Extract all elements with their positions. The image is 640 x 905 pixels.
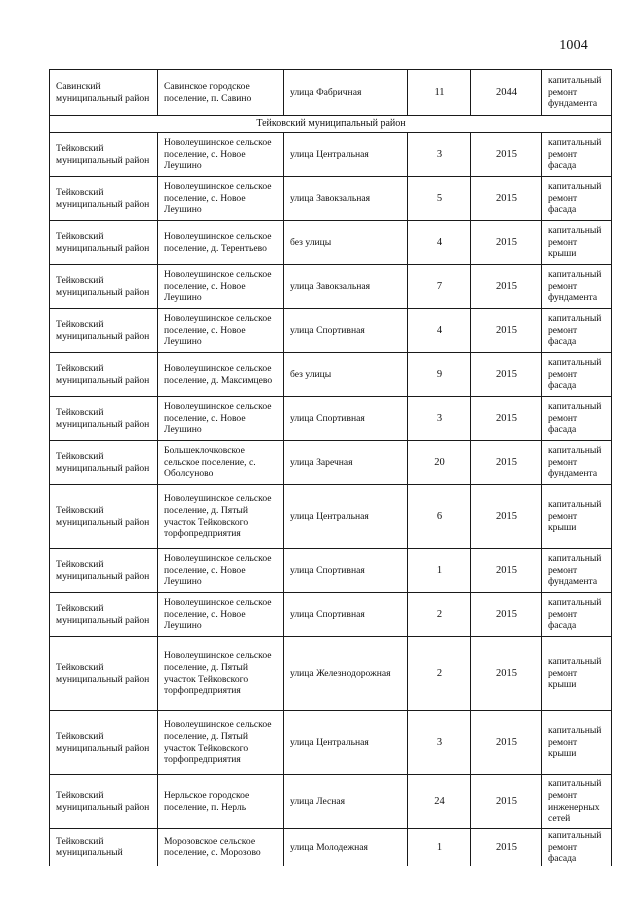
street-cell: улица Центральная	[284, 133, 408, 177]
settlement-cell: Новолеушинское сельское поселение, д. Пятый участок Тейковского торфопредприятия	[158, 485, 284, 549]
year-cell: 2015	[471, 221, 542, 265]
house-number-cell: 6	[408, 485, 471, 549]
table-row	[50, 265, 612, 309]
house-number-cell: 24	[408, 775, 471, 829]
street-cell: улица Железнодорожная	[284, 637, 408, 711]
table-row	[50, 829, 612, 866]
page-number: 1004	[559, 38, 588, 53]
street-cell: без улицы	[284, 353, 408, 397]
district-cell: Тейковский муниципальный район	[50, 177, 158, 221]
settlement-cell: Новолеушинское сельское поселение, д. Максимцево	[158, 353, 284, 397]
district-cell: Тейковский муниципальный район	[50, 353, 158, 397]
work-type-cell: капитальный ремонт фундамента	[542, 441, 612, 485]
work-type-cell: капитальный ремонт фасада	[542, 133, 612, 177]
year-cell: 2015	[471, 829, 542, 866]
district-cell: Тейковский муниципальный район	[50, 265, 158, 309]
street-cell: улица Спортивная	[284, 593, 408, 637]
table-row	[50, 177, 612, 221]
street-cell: улица Спортивная	[284, 397, 408, 441]
work-type-cell: капитальный ремонт фасада	[542, 177, 612, 221]
year-cell: 2015	[471, 265, 542, 309]
year-cell: 2044	[471, 70, 542, 116]
housing-repair-table	[49, 69, 612, 866]
table-row	[50, 637, 612, 711]
street-cell: улица Центральная	[284, 711, 408, 775]
table-row	[50, 711, 612, 775]
work-type-cell: капитальный ремонт фундамента	[542, 70, 612, 116]
year-cell: 2015	[471, 353, 542, 397]
table-row	[50, 485, 612, 549]
work-type-cell: капитальный ремонт инженерных сетей	[542, 775, 612, 829]
table-row	[50, 593, 612, 637]
district-cell: Тейковский муниципальный район	[50, 549, 158, 593]
house-number-cell: 20	[408, 441, 471, 485]
district-cell: Тейковский муниципальный район	[50, 221, 158, 265]
settlement-cell: Новолеушинское сельское поселение, с. Новое Леушино	[158, 133, 284, 177]
year-cell: 2015	[471, 637, 542, 711]
district-cell: Тейковский муниципальный район	[50, 397, 158, 441]
district-cell: Тейковский муниципальный район	[50, 593, 158, 637]
settlement-cell: Савинское городское поселение, п. Савино	[158, 70, 284, 116]
street-cell: улица Центральная	[284, 485, 408, 549]
settlement-cell: Новолеушинское сельское поселение, д. Пятый участок Тейковского торфопредприятия	[158, 711, 284, 775]
year-cell: 2015	[471, 593, 542, 637]
settlement-cell: Новолеушинское сельское поселение, с. Новое Леушино	[158, 549, 284, 593]
street-cell: без улицы	[284, 221, 408, 265]
work-type-cell: капитальный ремонт фасада	[542, 593, 612, 637]
settlement-cell: Большеклочковское сельское поселение, с. Оболсуново	[158, 441, 284, 485]
year-cell: 2015	[471, 549, 542, 593]
house-number-cell: 9	[408, 353, 471, 397]
table-row	[50, 133, 612, 177]
work-type-cell: капитальный ремонт фасада	[542, 309, 612, 353]
year-cell: 2015	[471, 711, 542, 775]
table-row	[50, 397, 612, 441]
house-number-cell: 3	[408, 397, 471, 441]
settlement-cell: Новолеушинское сельское поселение, д. Терентьево	[158, 221, 284, 265]
district-cell: Тейковский муниципальный район	[50, 775, 158, 829]
settlement-cell: Новолеушинское сельское поселение, с. Новое Леушино	[158, 309, 284, 353]
house-number-cell: 2	[408, 593, 471, 637]
district-cell: Тейковский муниципальный район	[50, 441, 158, 485]
district-cell: Тейковский муниципальный район	[50, 133, 158, 177]
settlement-cell: Новолеушинское сельское поселение, с. Новое Леушино	[158, 593, 284, 637]
house-number-cell: 2	[408, 637, 471, 711]
street-cell: улица Спортивная	[284, 549, 408, 593]
street-cell: улица Лесная	[284, 775, 408, 829]
street-cell: улица Молодежная	[284, 829, 408, 866]
table-row	[50, 353, 612, 397]
year-cell: 2015	[471, 177, 542, 221]
district-cell: Тейковский муниципальный район	[50, 711, 158, 775]
section-header-row	[50, 116, 612, 133]
house-number-cell: 3	[408, 711, 471, 775]
table-row	[50, 221, 612, 265]
street-cell: улица Фабричная	[284, 70, 408, 116]
house-number-cell: 1	[408, 829, 471, 866]
house-number-cell: 11	[408, 70, 471, 116]
work-type-cell: капитальный ремонт крыши	[542, 637, 612, 711]
house-number-cell: 4	[408, 309, 471, 353]
house-number-cell: 5	[408, 177, 471, 221]
section-title: Тейковский муниципальный район	[50, 116, 612, 133]
house-number-cell: 7	[408, 265, 471, 309]
work-type-cell: капитальный ремонт фундамента	[542, 549, 612, 593]
settlement-cell: Новолеушинское сельское поселение, д. Пятый участок Тейковского торфопредприятия	[158, 637, 284, 711]
table-row	[50, 70, 612, 116]
street-cell: улица Завокзальная	[284, 265, 408, 309]
district-cell: Савинский муниципальный район	[50, 70, 158, 116]
year-cell: 2015	[471, 397, 542, 441]
settlement-cell: Новолеушинское сельское поселение, с. Новое Леушино	[158, 397, 284, 441]
street-cell: улица Завокзальная	[284, 177, 408, 221]
work-type-cell: капитальный ремонт фасада	[542, 353, 612, 397]
house-number-cell: 3	[408, 133, 471, 177]
year-cell: 2015	[471, 775, 542, 829]
year-cell: 2015	[471, 441, 542, 485]
street-cell: улица Заречная	[284, 441, 408, 485]
year-cell: 2015	[471, 485, 542, 549]
settlement-cell: Новолеушинское сельское поселение, с. Новое Леушино	[158, 177, 284, 221]
district-cell: Тейковский муниципальный район	[50, 637, 158, 711]
work-type-cell: капитальный ремонт фасада	[542, 829, 612, 866]
settlement-cell: Морозовское сельское поселение, с. Морозово	[158, 829, 284, 866]
table-row	[50, 775, 612, 829]
work-type-cell: капитальный ремонт фасада	[542, 397, 612, 441]
work-type-cell: капитальный ремонт крыши	[542, 711, 612, 775]
table-body	[50, 70, 612, 866]
work-type-cell: капитальный ремонт крыши	[542, 485, 612, 549]
work-type-cell: капитальный ремонт крыши	[542, 221, 612, 265]
table-row	[50, 309, 612, 353]
district-cell: Тейковский муниципальный район	[50, 485, 158, 549]
work-type-cell: капитальный ремонт фундамента	[542, 265, 612, 309]
table-row	[50, 441, 612, 485]
settlement-cell: Нерльское городское поселение, п. Нерль	[158, 775, 284, 829]
street-cell: улица Спортивная	[284, 309, 408, 353]
table-row	[50, 549, 612, 593]
settlement-cell: Новолеушинское сельское поселение, с. Новое Леушино	[158, 265, 284, 309]
house-number-cell: 1	[408, 549, 471, 593]
year-cell: 2015	[471, 133, 542, 177]
district-cell: Тейковский муниципальный район	[50, 309, 158, 353]
year-cell: 2015	[471, 309, 542, 353]
house-number-cell: 4	[408, 221, 471, 265]
district-cell: Тейковский муниципальный	[50, 829, 158, 866]
